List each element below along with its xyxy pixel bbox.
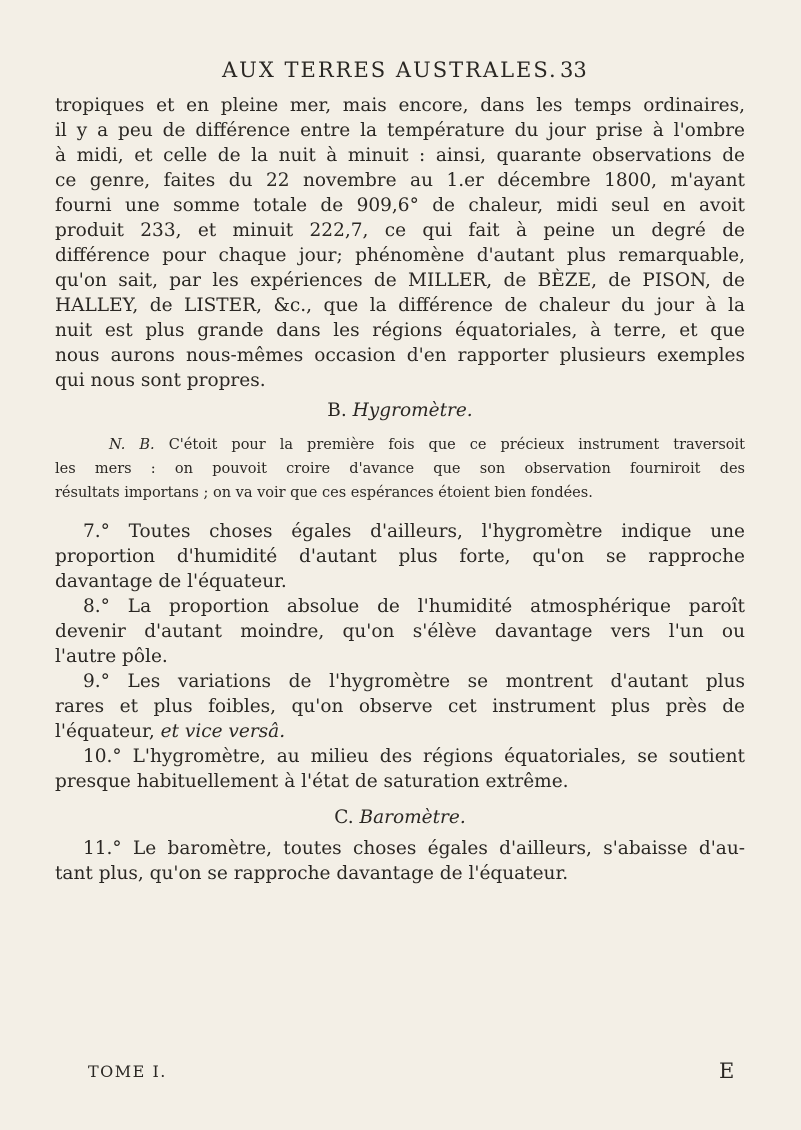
text-line: différence pour chaque jour; phénomène d'autant plus remarquable, — [55, 245, 745, 266]
text-line: 7.° Toutes choses égales d'ailleurs, l'hygromètre indique une — [83, 521, 745, 542]
text-line: nuit est plus grande dans les régions équatoriales, à terre, et que — [55, 320, 745, 341]
section-title: Hygromètre. — [352, 400, 473, 421]
text-line: 11.° Le baromètre, toutes choses égales d'ailleurs, s'abaisse d'au- — [83, 838, 745, 859]
text-line: proportion d'humidité d'autant plus forte, qu'on se rapproche — [55, 546, 745, 567]
text-line: nous aurons nous-mêmes occasion d'en rapporter plusieurs exemples — [55, 345, 745, 366]
text-line — [55, 719, 745, 744]
item-10 — [55, 744, 745, 794]
text-line: tropiques et en pleine mer, mais encore, dans les temps ordinaires, — [55, 95, 745, 116]
item-11 — [55, 836, 745, 886]
section-letter: C. — [334, 807, 354, 828]
section-letter: B. — [327, 400, 347, 421]
item-9 — [55, 669, 745, 744]
note-text: C'étoit pour la première fois que ce précieux instrument traversoit — [168, 437, 745, 453]
running-head: AUX TERRES AUSTRALES. — [222, 58, 558, 82]
note-line: résultats importans ; on va voir que ces espérances étoient bien fondées. — [55, 485, 593, 501]
volume-label: TOME I. — [88, 1062, 167, 1081]
text-line: devenir d'autant moindre, qu'on s'élève davantage vers l'un ou — [55, 621, 745, 642]
text-line: 10.° L'hygromètre, au milieu des régions équatoriales, se soutient — [83, 746, 745, 767]
text-line: qui nous sont propres. — [55, 370, 266, 391]
text-line: à midi, et celle de la nuit à minuit : ainsi, quarante observations de — [55, 145, 745, 166]
text-line: l'autre pôle. — [55, 646, 168, 667]
text-line: il y a peu de différence entre la température du jour prise à l'ombre — [55, 120, 745, 141]
text-fragment: l'équateur, — [55, 721, 161, 742]
text-line: tant plus, qu'on se rapproche davantage de l'équateur. — [55, 863, 569, 884]
signature-mark: E — [719, 1059, 735, 1083]
text-line: ce genre, faites du 22 novembre au 1.er décembre 1800, m'ayant — [55, 170, 745, 191]
text-line: davantage de l'équateur. — [55, 571, 287, 592]
page-header — [0, 58, 801, 92]
page-number: 33 — [560, 58, 587, 82]
section-title: Baromètre. — [359, 807, 466, 828]
page-footer — [0, 1059, 801, 1086]
note-block — [55, 433, 745, 505]
note-line: les mers : on pouvoit croire d'avance que son observation fourniroit des — [55, 461, 745, 477]
text-line: rares et plus foibles, qu'on observe cet instrument plus près de — [55, 696, 745, 717]
text-line: fourni une somme totale de 909,6° de chaleur, midi seul en avoit — [55, 195, 745, 216]
section-heading-barometre — [55, 800, 745, 836]
item-7 — [55, 519, 745, 594]
text-line: produit 233, et minuit 222,7, ce qui fait à peine un degré de — [55, 220, 745, 241]
italic-phrase: et vice versâ. — [160, 721, 286, 742]
item-8 — [55, 594, 745, 669]
text-line: 8.° La proportion absolue de l'humidité atmosphérique paroît — [83, 596, 745, 617]
text-line: qu'on sait, par les expériences de MILLER, de BÈZE, de PISON, de — [55, 270, 745, 291]
section-heading-hygrometre — [55, 393, 745, 429]
note-label: N. B. — [109, 437, 155, 453]
note-line — [55, 433, 745, 457]
text-block — [55, 93, 745, 886]
text-line: 9.° Les variations de l'hygromètre se montrent d'autant plus — [83, 671, 745, 692]
text-line: HALLEY, de LISTER, &c., que la différence de chaleur du jour à la — [55, 295, 745, 316]
text-line: presque habituellement à l'état de saturation extrême. — [55, 771, 569, 792]
paragraph-temperature — [55, 93, 745, 393]
